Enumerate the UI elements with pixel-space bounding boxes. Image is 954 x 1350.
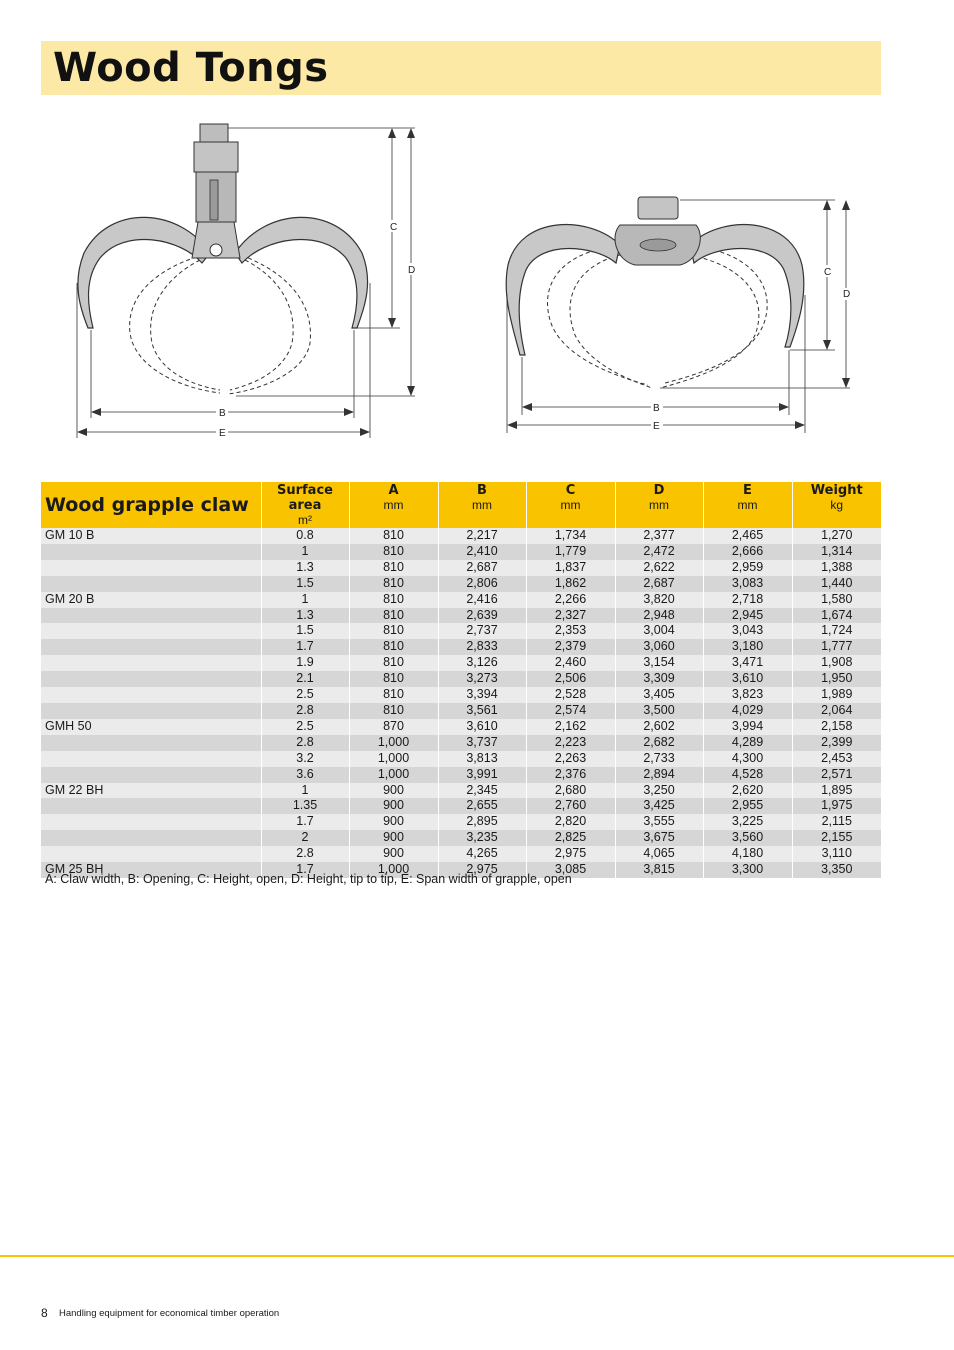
value-cell: 1,000 xyxy=(349,862,438,878)
value-cell: 4,265 xyxy=(438,846,526,862)
model-cell: GMH 50 xyxy=(41,719,261,735)
value-cell: 2 xyxy=(261,830,349,846)
value-cell: 3,405 xyxy=(615,687,703,703)
value-cell: 810 xyxy=(349,528,438,544)
value-cell: 2,574 xyxy=(526,703,615,719)
model-cell xyxy=(41,608,261,624)
value-cell: 1,674 xyxy=(792,608,881,624)
footnote: A: Claw width, B: Opening, C: Height, open, D: Height, tip to tip, E: Span width of grapple, open xyxy=(45,872,572,886)
value-cell: 2,687 xyxy=(615,576,703,592)
grapple-side-view-diagram xyxy=(500,185,870,445)
column-header xyxy=(349,482,438,528)
value-cell: 1,779 xyxy=(526,544,615,560)
value-cell: 810 xyxy=(349,671,438,687)
value-cell: 3,561 xyxy=(438,703,526,719)
value-cell: 3,235 xyxy=(438,830,526,846)
value-cell: 3,820 xyxy=(615,592,703,608)
value-cell: 2,825 xyxy=(526,830,615,846)
dim-b-label: B xyxy=(653,403,660,414)
value-cell: 810 xyxy=(349,687,438,703)
table-header-row xyxy=(41,482,881,528)
column-unit: mm xyxy=(737,498,758,512)
value-cell: 2.5 xyxy=(261,687,349,703)
value-cell: 1,989 xyxy=(792,687,881,703)
value-cell: 3,813 xyxy=(438,751,526,767)
value-cell: 3,060 xyxy=(615,639,703,655)
model-cell xyxy=(41,703,261,719)
value-cell: 810 xyxy=(349,592,438,608)
table-row xyxy=(41,639,881,655)
value-cell: 810 xyxy=(349,576,438,592)
value-cell: 1.7 xyxy=(261,814,349,830)
value-cell: 810 xyxy=(349,639,438,655)
table-row xyxy=(41,528,881,544)
table-title: Wood grapple claw xyxy=(41,482,261,528)
column-header xyxy=(792,482,881,528)
model-cell xyxy=(41,798,261,814)
model-cell xyxy=(41,846,261,862)
value-cell: 2,737 xyxy=(438,623,526,639)
table-row xyxy=(41,687,881,703)
table-row xyxy=(41,814,881,830)
value-cell: 3,110 xyxy=(792,846,881,862)
model-cell xyxy=(41,576,261,592)
value-cell: 2,410 xyxy=(438,544,526,560)
table-row xyxy=(41,846,881,862)
value-cell: 2,506 xyxy=(526,671,615,687)
value-cell: 3,180 xyxy=(703,639,792,655)
grapple-front-view-diagram xyxy=(70,118,430,448)
value-cell: 3.2 xyxy=(261,751,349,767)
value-cell: 1,777 xyxy=(792,639,881,655)
value-cell: 1,895 xyxy=(792,783,881,799)
value-cell: 2,639 xyxy=(438,608,526,624)
value-cell: 2,959 xyxy=(703,560,792,576)
value-cell: 2,948 xyxy=(615,608,703,624)
value-cell: 2,602 xyxy=(615,719,703,735)
model-cell xyxy=(41,544,261,560)
value-cell: 2.8 xyxy=(261,703,349,719)
value-cell: 2,894 xyxy=(615,767,703,783)
value-cell: 3,300 xyxy=(703,862,792,878)
column-header xyxy=(526,482,615,528)
value-cell: 1.3 xyxy=(261,560,349,576)
value-cell: 1.5 xyxy=(261,576,349,592)
value-cell: 0.8 xyxy=(261,528,349,544)
dim-c-label: C xyxy=(824,267,832,278)
value-cell: 3,350 xyxy=(792,862,881,878)
dim-e-label: E xyxy=(219,428,226,439)
value-cell: 3,610 xyxy=(438,719,526,735)
column-header xyxy=(261,482,349,528)
value-cell: 3,273 xyxy=(438,671,526,687)
value-cell: 1,000 xyxy=(349,751,438,767)
title-band xyxy=(41,41,881,95)
value-cell: 1,950 xyxy=(792,671,881,687)
value-cell: 4,180 xyxy=(703,846,792,862)
table-row xyxy=(41,544,881,560)
value-cell: 3,309 xyxy=(615,671,703,687)
value-cell: 1,862 xyxy=(526,576,615,592)
value-cell: 2,620 xyxy=(703,783,792,799)
model-cell xyxy=(41,623,261,639)
value-cell: 2,115 xyxy=(792,814,881,830)
value-cell: 3.6 xyxy=(261,767,349,783)
value-cell: 1,000 xyxy=(349,767,438,783)
value-cell: 2,064 xyxy=(792,703,881,719)
column-name: Surface area xyxy=(277,483,333,513)
table-row xyxy=(41,671,881,687)
value-cell: 2,666 xyxy=(703,544,792,560)
value-cell: 3,394 xyxy=(438,687,526,703)
dim-b-label: B xyxy=(219,408,226,419)
value-cell: 2,718 xyxy=(703,592,792,608)
value-cell: 2,975 xyxy=(438,862,526,878)
value-cell: 3,675 xyxy=(615,830,703,846)
model-cell xyxy=(41,830,261,846)
value-cell: 2,223 xyxy=(526,735,615,751)
table-body xyxy=(41,528,881,878)
value-cell: 1.5 xyxy=(261,623,349,639)
value-cell: 2,377 xyxy=(615,528,703,544)
value-cell: 1,580 xyxy=(792,592,881,608)
column-unit: mm xyxy=(560,498,581,512)
value-cell: 1.3 xyxy=(261,608,349,624)
table-row xyxy=(41,798,881,814)
dim-c-label: C xyxy=(390,222,398,233)
model-cell xyxy=(41,814,261,830)
value-cell: 900 xyxy=(349,814,438,830)
value-cell: 2,528 xyxy=(526,687,615,703)
value-cell: 1,908 xyxy=(792,655,881,671)
value-cell: 4,289 xyxy=(703,735,792,751)
dim-e-label: E xyxy=(653,421,660,432)
table-row xyxy=(41,703,881,719)
page-number: 8 xyxy=(41,1306,48,1320)
table-row xyxy=(41,783,881,799)
model-cell xyxy=(41,687,261,703)
column-unit: kg xyxy=(830,498,844,512)
value-cell: 2,975 xyxy=(526,846,615,862)
table-row xyxy=(41,576,881,592)
value-cell: 3,425 xyxy=(615,798,703,814)
model-cell: GM 10 B xyxy=(41,528,261,544)
value-cell: 3,154 xyxy=(615,655,703,671)
model-cell xyxy=(41,671,261,687)
value-cell: 1.7 xyxy=(261,862,349,878)
value-cell: 810 xyxy=(349,544,438,560)
value-cell: 2.5 xyxy=(261,719,349,735)
value-cell: 3,004 xyxy=(615,623,703,639)
table-row xyxy=(41,655,881,671)
value-cell: 2,399 xyxy=(792,735,881,751)
value-cell: 2,833 xyxy=(438,639,526,655)
table-row xyxy=(41,719,881,735)
column-name: Weight xyxy=(810,483,863,498)
column-name: E xyxy=(743,483,752,498)
value-cell: 3,991 xyxy=(438,767,526,783)
value-cell: 1,734 xyxy=(526,528,615,544)
column-name: B xyxy=(477,483,487,498)
value-cell: 1,975 xyxy=(792,798,881,814)
value-cell: 2,416 xyxy=(438,592,526,608)
value-cell: 3,126 xyxy=(438,655,526,671)
value-cell: 2,345 xyxy=(438,783,526,799)
value-cell: 2,465 xyxy=(703,528,792,544)
footer-divider xyxy=(0,1255,954,1257)
value-cell: 3,994 xyxy=(703,719,792,735)
value-cell: 1,388 xyxy=(792,560,881,576)
value-cell: 3,250 xyxy=(615,783,703,799)
value-cell: 3,471 xyxy=(703,655,792,671)
value-cell: 2,571 xyxy=(792,767,881,783)
column-header xyxy=(615,482,703,528)
value-cell: 1 xyxy=(261,544,349,560)
column-unit: m² xyxy=(298,513,312,527)
value-cell: 3,737 xyxy=(438,735,526,751)
value-cell: 2,733 xyxy=(615,751,703,767)
table-row xyxy=(41,767,881,783)
value-cell: 900 xyxy=(349,783,438,799)
value-cell: 1,314 xyxy=(792,544,881,560)
value-cell: 2,806 xyxy=(438,576,526,592)
page-title: Wood Tongs xyxy=(53,45,329,91)
value-cell: 2,622 xyxy=(615,560,703,576)
value-cell: 2,266 xyxy=(526,592,615,608)
value-cell: 2,155 xyxy=(792,830,881,846)
table-row xyxy=(41,592,881,608)
value-cell: 2.8 xyxy=(261,846,349,862)
table-row xyxy=(41,751,881,767)
value-cell: 2,379 xyxy=(526,639,615,655)
table-row xyxy=(41,560,881,576)
value-cell: 2,263 xyxy=(526,751,615,767)
model-cell: GM 22 BH xyxy=(41,783,261,799)
value-cell: 810 xyxy=(349,655,438,671)
model-cell xyxy=(41,767,261,783)
value-cell: 1 xyxy=(261,592,349,608)
dim-d-label: D xyxy=(843,289,851,300)
value-cell: 2,460 xyxy=(526,655,615,671)
footer-text: Handling equipment for economical timber operation xyxy=(59,1308,280,1319)
model-cell: GM 20 B xyxy=(41,592,261,608)
value-cell: 810 xyxy=(349,703,438,719)
value-cell: 3,225 xyxy=(703,814,792,830)
value-cell: 1,440 xyxy=(792,576,881,592)
value-cell: 810 xyxy=(349,623,438,639)
column-unit: mm xyxy=(472,498,492,512)
value-cell: 4,065 xyxy=(615,846,703,862)
model-cell xyxy=(41,751,261,767)
value-cell: 1,000 xyxy=(349,735,438,751)
column-name: A xyxy=(388,483,399,498)
value-cell: 2,760 xyxy=(526,798,615,814)
value-cell: 2,680 xyxy=(526,783,615,799)
column-name: D xyxy=(653,483,665,498)
model-cell xyxy=(41,560,261,576)
value-cell: 2,655 xyxy=(438,798,526,814)
value-cell: 3,560 xyxy=(703,830,792,846)
value-cell: 2,327 xyxy=(526,608,615,624)
value-cell: 3,083 xyxy=(703,576,792,592)
model-cell xyxy=(41,735,261,751)
value-cell: 2,820 xyxy=(526,814,615,830)
value-cell: 1,837 xyxy=(526,560,615,576)
model-cell xyxy=(41,639,261,655)
model-cell xyxy=(41,655,261,671)
model-cell: GM 25 BH xyxy=(41,862,261,878)
table-row xyxy=(41,623,881,639)
value-cell: 2,945 xyxy=(703,608,792,624)
value-cell: 870 xyxy=(349,719,438,735)
value-cell: 4,029 xyxy=(703,703,792,719)
value-cell: 2,162 xyxy=(526,719,615,735)
value-cell: 3,085 xyxy=(526,862,615,878)
value-cell: 2,376 xyxy=(526,767,615,783)
value-cell: 3,043 xyxy=(703,623,792,639)
dim-d-label: D xyxy=(408,265,416,276)
value-cell: 3,500 xyxy=(615,703,703,719)
value-cell: 810 xyxy=(349,560,438,576)
table-row xyxy=(41,830,881,846)
column-header xyxy=(703,482,792,528)
value-cell: 3,555 xyxy=(615,814,703,830)
value-cell: 2.1 xyxy=(261,671,349,687)
value-cell: 2,217 xyxy=(438,528,526,544)
value-cell: 4,300 xyxy=(703,751,792,767)
value-cell: 1,270 xyxy=(792,528,881,544)
value-cell: 2,955 xyxy=(703,798,792,814)
value-cell: 2.8 xyxy=(261,735,349,751)
table-row xyxy=(41,608,881,624)
value-cell: 2,353 xyxy=(526,623,615,639)
value-cell: 2,158 xyxy=(792,719,881,735)
value-cell: 2,682 xyxy=(615,735,703,751)
value-cell: 1,724 xyxy=(792,623,881,639)
specs-table xyxy=(41,482,881,878)
value-cell: 1.35 xyxy=(261,798,349,814)
column-header xyxy=(438,482,526,528)
value-cell: 3,815 xyxy=(615,862,703,878)
value-cell: 4,528 xyxy=(703,767,792,783)
value-cell: 900 xyxy=(349,830,438,846)
value-cell: 900 xyxy=(349,798,438,814)
value-cell: 3,823 xyxy=(703,687,792,703)
value-cell: 1.7 xyxy=(261,639,349,655)
column-unit: mm xyxy=(383,498,404,512)
value-cell: 2,472 xyxy=(615,544,703,560)
value-cell: 3,610 xyxy=(703,671,792,687)
column-name: C xyxy=(565,483,576,498)
table-row xyxy=(41,735,881,751)
value-cell: 2,453 xyxy=(792,751,881,767)
value-cell: 1 xyxy=(261,783,349,799)
column-unit: mm xyxy=(649,498,669,512)
value-cell: 900 xyxy=(349,846,438,862)
value-cell: 2,687 xyxy=(438,560,526,576)
value-cell: 2,895 xyxy=(438,814,526,830)
value-cell: 1.9 xyxy=(261,655,349,671)
value-cell: 810 xyxy=(349,608,438,624)
